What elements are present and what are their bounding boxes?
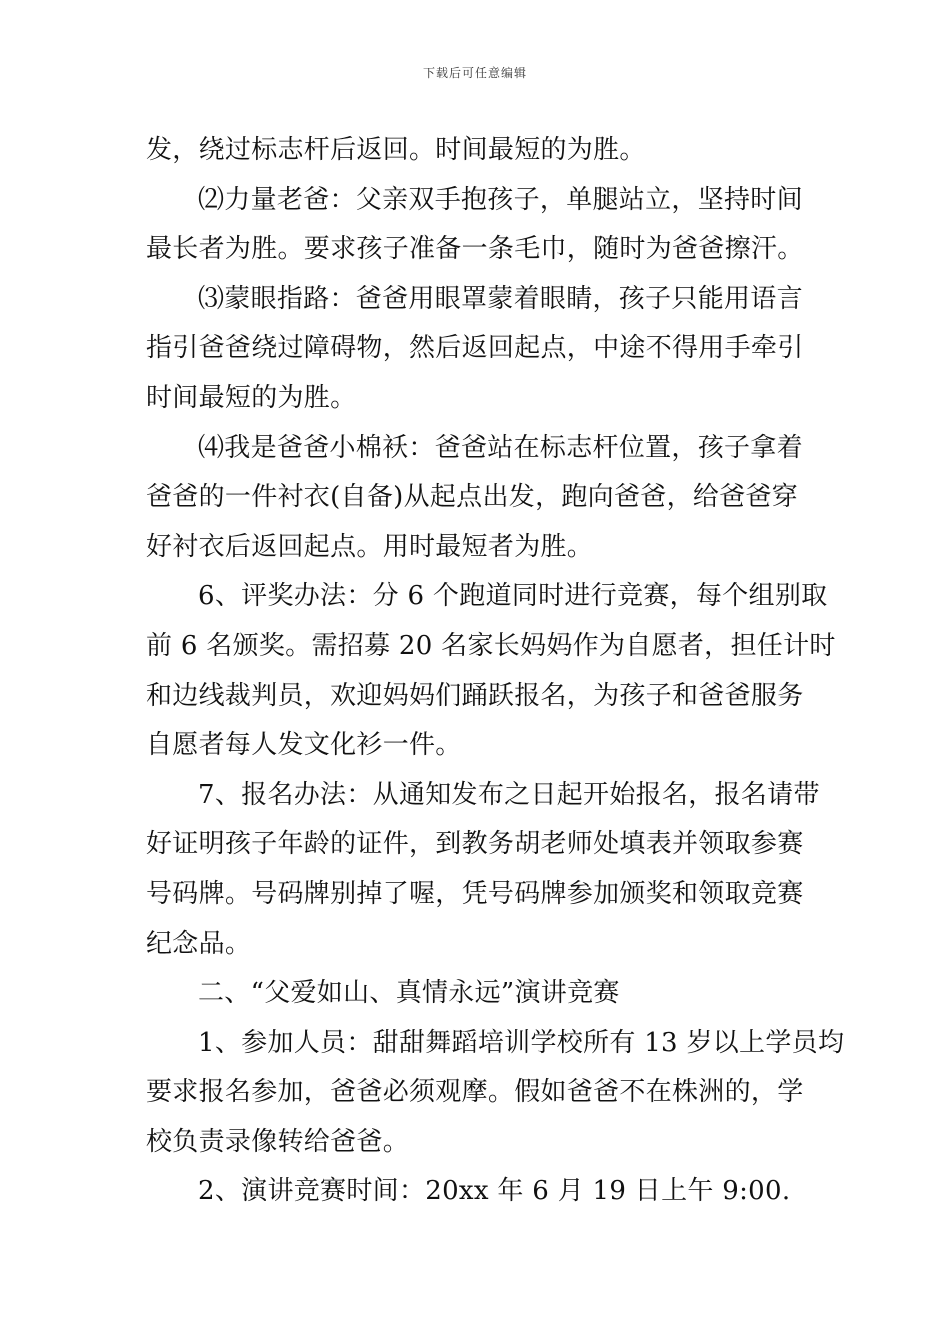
text-line: 6、评奖办法：分 6 个跑道同时进行竞赛，每个组别取 — [198, 581, 828, 612]
text-line: 指引爸爸绕过障碍物，然后返回起点，中途不得用手牵引 — [146, 333, 804, 364]
text-line: 自愿者每人发文化衫一件。 — [146, 730, 462, 761]
document-body — [146, 126, 845, 1217]
text-line: 1、参加人员：甜甜舞蹈培训学校所有 13 岁以上学员均 — [198, 1027, 845, 1058]
text-line: 纪念品。 — [146, 928, 252, 959]
page-header-note: 下载后可任意编辑 — [422, 66, 527, 80]
text-line: 和边线裁判员，欢迎妈妈们踊跃报名，为孩子和爸爸服务 — [146, 680, 804, 711]
text-line: 2、演讲竞赛时间：20xx 年 6 月 19 日上午 9:00. — [198, 1176, 791, 1207]
text-line: ⑶蒙眼指路：爸爸用眼罩蒙着眼睛，孩子只能用语言 — [198, 283, 803, 314]
text-line: 校负责录像转给爸爸。 — [146, 1126, 410, 1157]
section-heading: 二、“父爱如山、真情永远”演讲竞赛 — [198, 978, 620, 1009]
text-line: 好证明孩子年龄的证件，到教务胡老师处填表并领取参赛 — [146, 829, 804, 860]
text-line: 最长者为胜。要求孩子准备一条毛巾，随时为爸爸擦汗。 — [146, 234, 804, 265]
text-line: 时间最短的为胜。 — [146, 382, 357, 413]
text-line: ⑷我是爸爸小棉袄：爸爸站在标志杆位置，孩子拿着 — [198, 432, 803, 463]
text-line: 7、报名办法：从通知发布之日起开始报名，报名请带 — [198, 779, 820, 810]
text-line: 发，绕过标志杆后返回。时间最短的为胜。 — [146, 135, 646, 165]
text-line: 号码牌。号码牌别掉了喔，凭号码牌参加颁奖和领取竞赛 — [146, 878, 804, 909]
text-line: 爸爸的一件衬衣(自备)从起点出发，跑向爸爸，给爸爸穿 — [146, 482, 799, 513]
text-line: ⑵力量老爸：父亲双手抱孩子，单腿站立，坚持时间 — [198, 184, 803, 215]
text-line: 好衬衣后返回起点。用时最短者为胜。 — [146, 531, 594, 562]
text-line: 要求报名参加，爸爸必须观摩。假如爸爸不在株洲的，学 — [146, 1077, 804, 1108]
text-line: 前 6 名颁奖。需招募 20 名家长妈妈作为自愿者，担任计时 — [146, 630, 836, 661]
